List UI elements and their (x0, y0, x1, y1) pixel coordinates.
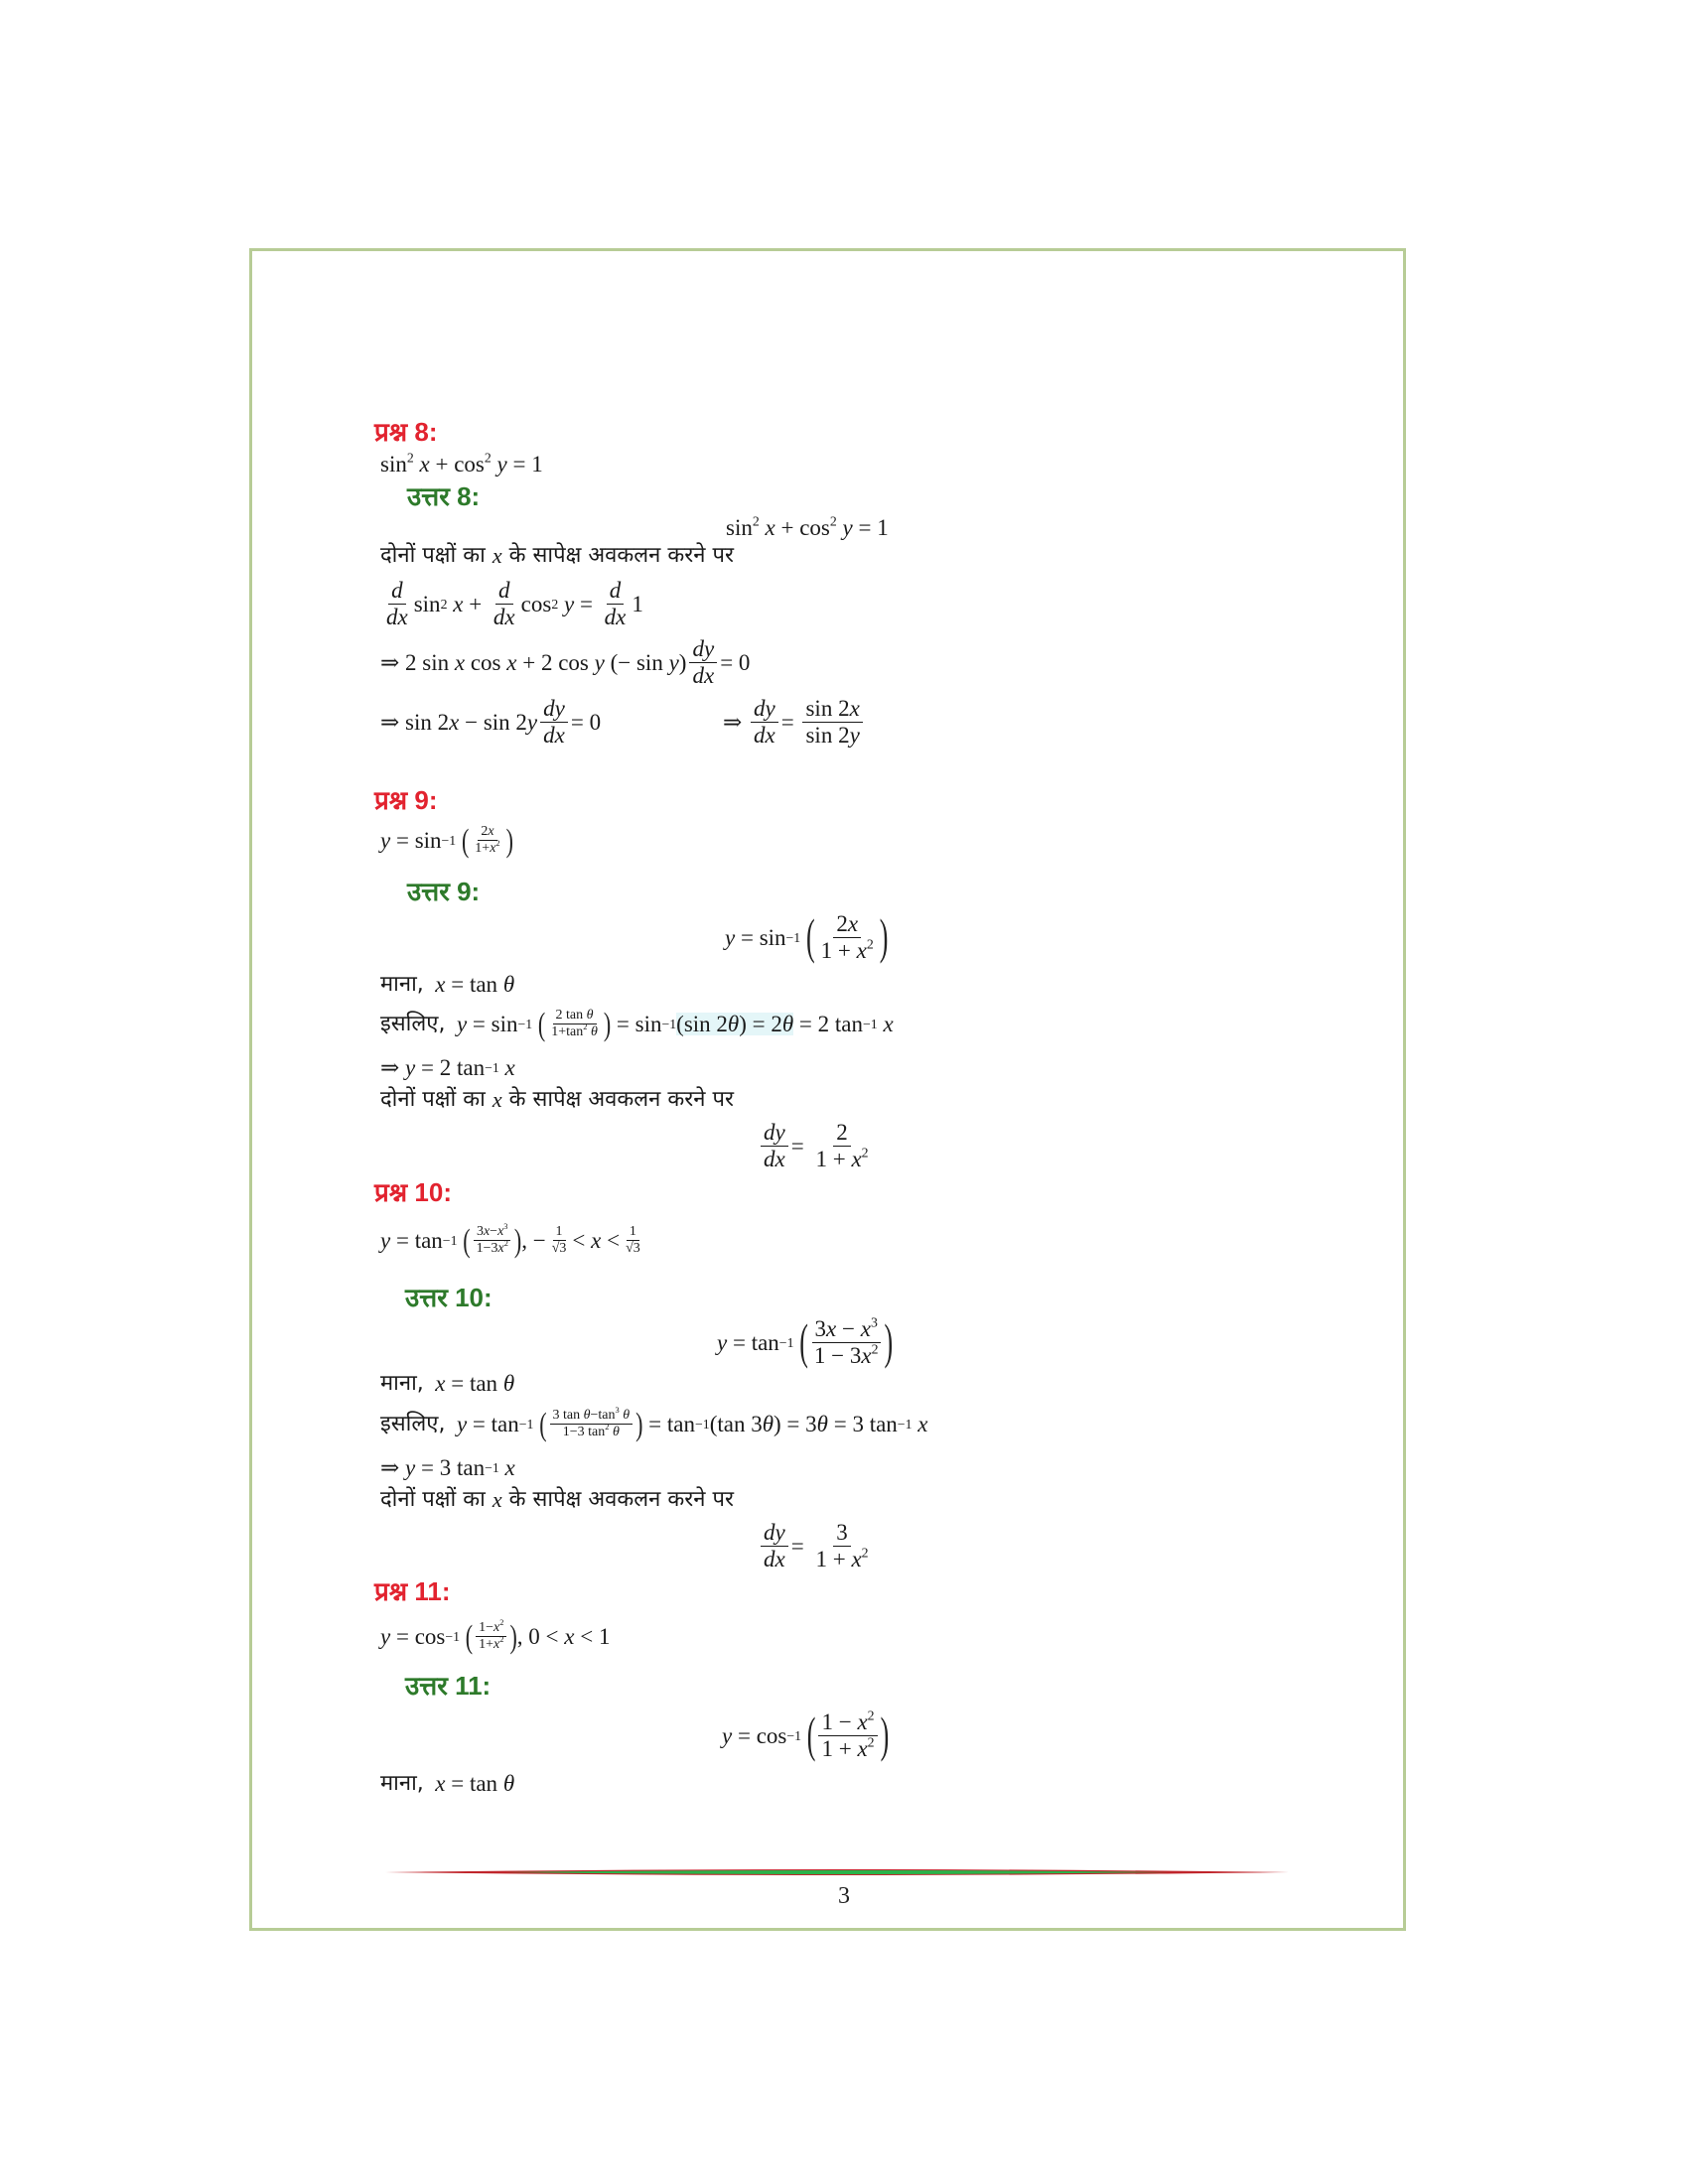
answer-8-given-equation: $\sin^2 x + \cos^2 y = 1$ (726, 513, 889, 540)
answer-8-differentiate-text: दोनों पक्षों का x के सापेक्ष अवकलन करने पर (380, 543, 734, 568)
question-10-heading: प्रश्न 10: (374, 1177, 452, 1207)
question-8-heading: प्रश्न 8: (374, 417, 438, 447)
question-8-equation: $\sin^2 x + \cos^2 y = 1$ (380, 450, 543, 477)
answer-9-result: $\frac{dy}{dx}$ = $\frac{2}{1 + x^2}$ (758, 1120, 875, 1173)
answer-11-let: माना, x = tan θ (380, 1770, 515, 1796)
answer-8-heading: उत्तर 8: (407, 481, 481, 511)
answer-8-result: ⇒ $\frac{dy}{dx}$ = $\frac{\sin 2x}{\sin 2y}$ (723, 696, 866, 750)
answer-11-heading: उत्तर 11: (405, 1671, 492, 1701)
answer-9-heading: उत्तर 9: (407, 877, 481, 906)
answer-9-therefore: इसलिए, y = sin −1 ( $\frac{\text{2 tan θ}}{1+\tan^2 \theta}$ ) = sin −1 (sin 2θ) = 2θ = 2 tan −1 x (380, 1005, 894, 1042)
footer-divider (385, 1868, 1289, 1876)
answer-9-given-equation: y = sin −1 ( $\frac{2x}{1 + x^2}$ ) (725, 909, 889, 965)
answer-10-heading: उत्तर 10: (405, 1283, 492, 1312)
page-number: 3 (838, 1883, 850, 1909)
answer-11-given-equation: y = cos −1 ( $\frac{1 - x^2}{1 + x^2}$ ) (722, 1707, 890, 1763)
answer-10-differentiate-text: दोनों पक्षों का x के सापेक्ष अवकलन करने पर (380, 1487, 734, 1512)
answer-9-simplified: ⇒ y = 2 tan −1 x (380, 1055, 515, 1080)
answer-8-step-chain: ⇒ 2 sin x cos x + 2 cos y (− sin y ) $\frac{dy}{dx}$ = 0 (380, 636, 751, 689)
question-9-heading: प्रश्न 9: (374, 785, 438, 815)
question-11-equation: y = cos −1 ( $\frac{1-x^2}{1+x^2}$ ) , 0 < x < 1 (380, 1617, 611, 1655)
answer-10-given-equation: y = tan −1 ( $\frac{3x - x^3}{1 - 3x^2}$ ) (717, 1314, 894, 1370)
answer-9-differentiate-text: दोनों पक्षों का x के सापेक्ष अवकलन करने पर (380, 1087, 734, 1112)
answer-10-simplified: ⇒ y = 3 tan −1 x (380, 1455, 515, 1480)
answer-9-let: माना, x = tan θ (380, 971, 515, 997)
answer-10-let: माना, x = tan θ (380, 1370, 515, 1396)
answer-10-result: $\frac{dy}{dx}$ = $\frac{3}{1 + x^2}$ (758, 1520, 875, 1573)
answer-10-therefore: इसलिए, y = tan −1 ( $\frac{3 \tan \theta-\tan^3 \theta}{1-3 \tan^2 \theta}$ ) = tan −1 (tan 3 θ ) = 3 θ = 3 tan −1 x (380, 1405, 928, 1442)
question-11-heading: प्रश्न 11: (374, 1576, 451, 1606)
answer-8-step-derivative: $\frac{d}{dx}$ sin 2 x + $\frac{d}{dx}$ cos 2 y = $\frac{d}{dx}$ 1 (386, 578, 643, 630)
question-9-equation: y = sin −1 ( $\frac{2x}{1+x^2}$ ) (380, 821, 513, 859)
answer-8-step-simplified: ⇒ sin 2 x − sin 2 y $\frac{dy}{dx}$ = 0 (380, 696, 602, 749)
question-10-equation: y = tan −1 ( $\frac{3x-x^3}{1-3x^2}$ ) , − $\frac{1}{√3}$ < x < $\frac{1}{√3}$ (380, 1221, 640, 1259)
